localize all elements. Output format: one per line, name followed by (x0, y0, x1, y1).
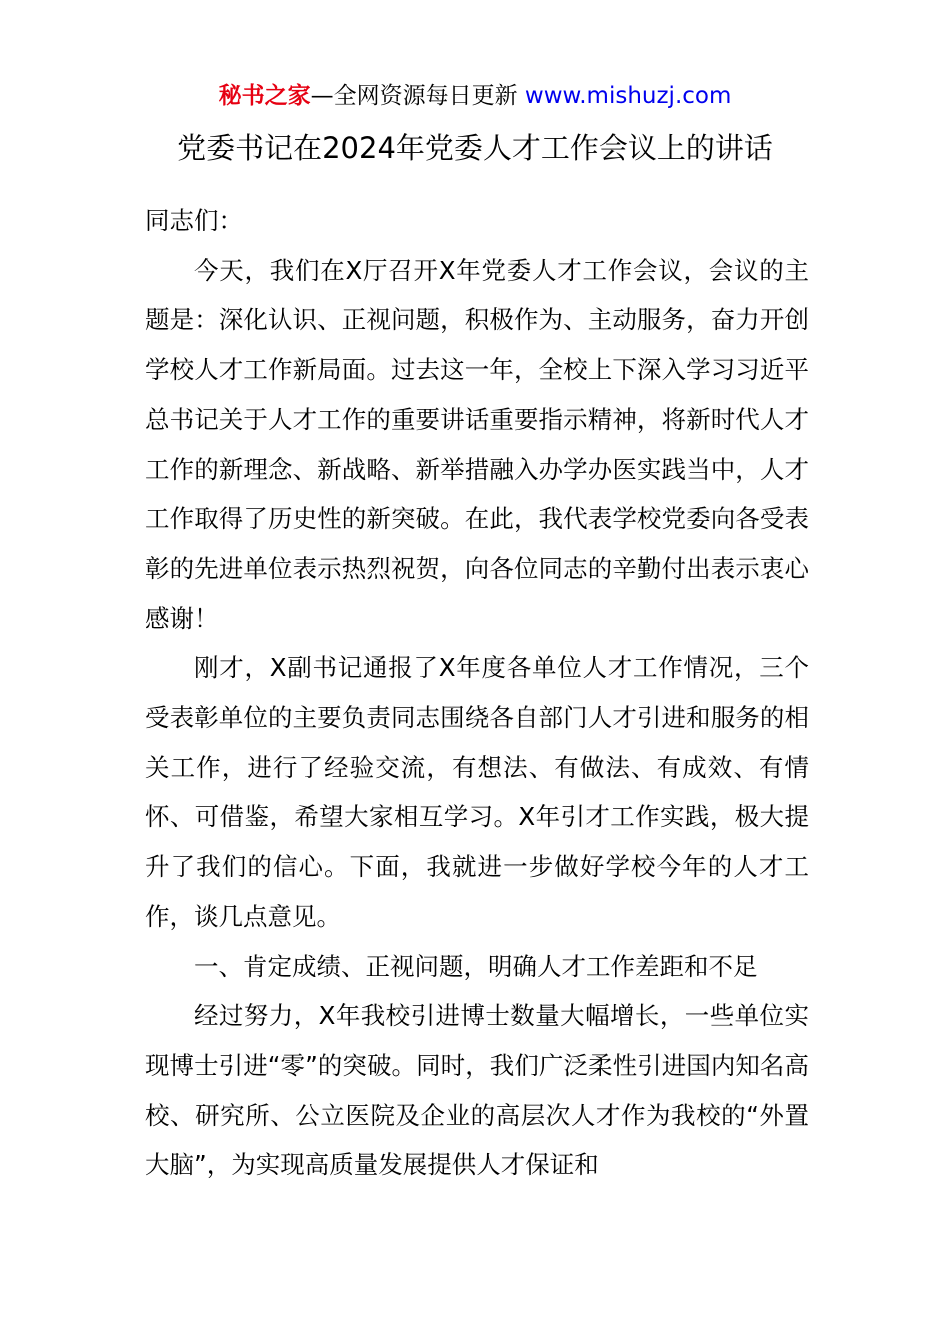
site-brand: 秘书之家 (218, 83, 311, 109)
document-body (145, 196, 809, 1190)
paragraph-2: 刚才，X副书记通报了X年度各单位人才工作情况，三个受表彰单位的主要负责同志围绕各自部门人才引进和服务的相关工作，进行了经验交流，有想法、有做法、有成效、有情怀、可借鉴，希望大家相互学习。X年引才工作实践，极大提升了我们的信心。下面，我就进一步做好学校今年的人才工作，谈几点意见。 (145, 653, 809, 931)
salutation: 同志们： (145, 206, 243, 235)
site-url[interactable]: www.mishuzj.com (524, 83, 732, 109)
section-heading: 一、肯定成绩、正视问题，明确人才工作差距和不足 (194, 951, 758, 981)
site-slogan: —全网资源每日更新 (310, 83, 518, 109)
document-title: 党委书记在2024年党委人才工作会议上的讲话 (177, 131, 773, 165)
paragraph-3: 经过努力，X年我校引进博士数量大幅增长，一些单位实现博士引进“零”的突破。同时，我们广泛柔性引进国内知名高校、研究所、公立医院及企业的高层次人才作为我校的“外置大脑”，为实现高质量发展提供人才保证和 (145, 1001, 809, 1180)
site-header (0, 80, 950, 112)
paragraph-1: 今天，我们在X厅召开X年党委人才工作会议，会议的主题是：深化认识、正视问题，积极作为、主动服务，奋力开创学校人才工作新局面。过去这一年，全校上下深入学习习近平总书记关于人才工作的重要讲话重要指示精神，将新时代人才工作的新理念、新战略、新举措融入办学办医实践当中，人才工作取得了历史性的新突破。在此，我代表学校党委向各受表彰的先进单位表示热烈祝贺，向各位同志的辛勤付出表示衷心感谢！ (145, 255, 809, 633)
